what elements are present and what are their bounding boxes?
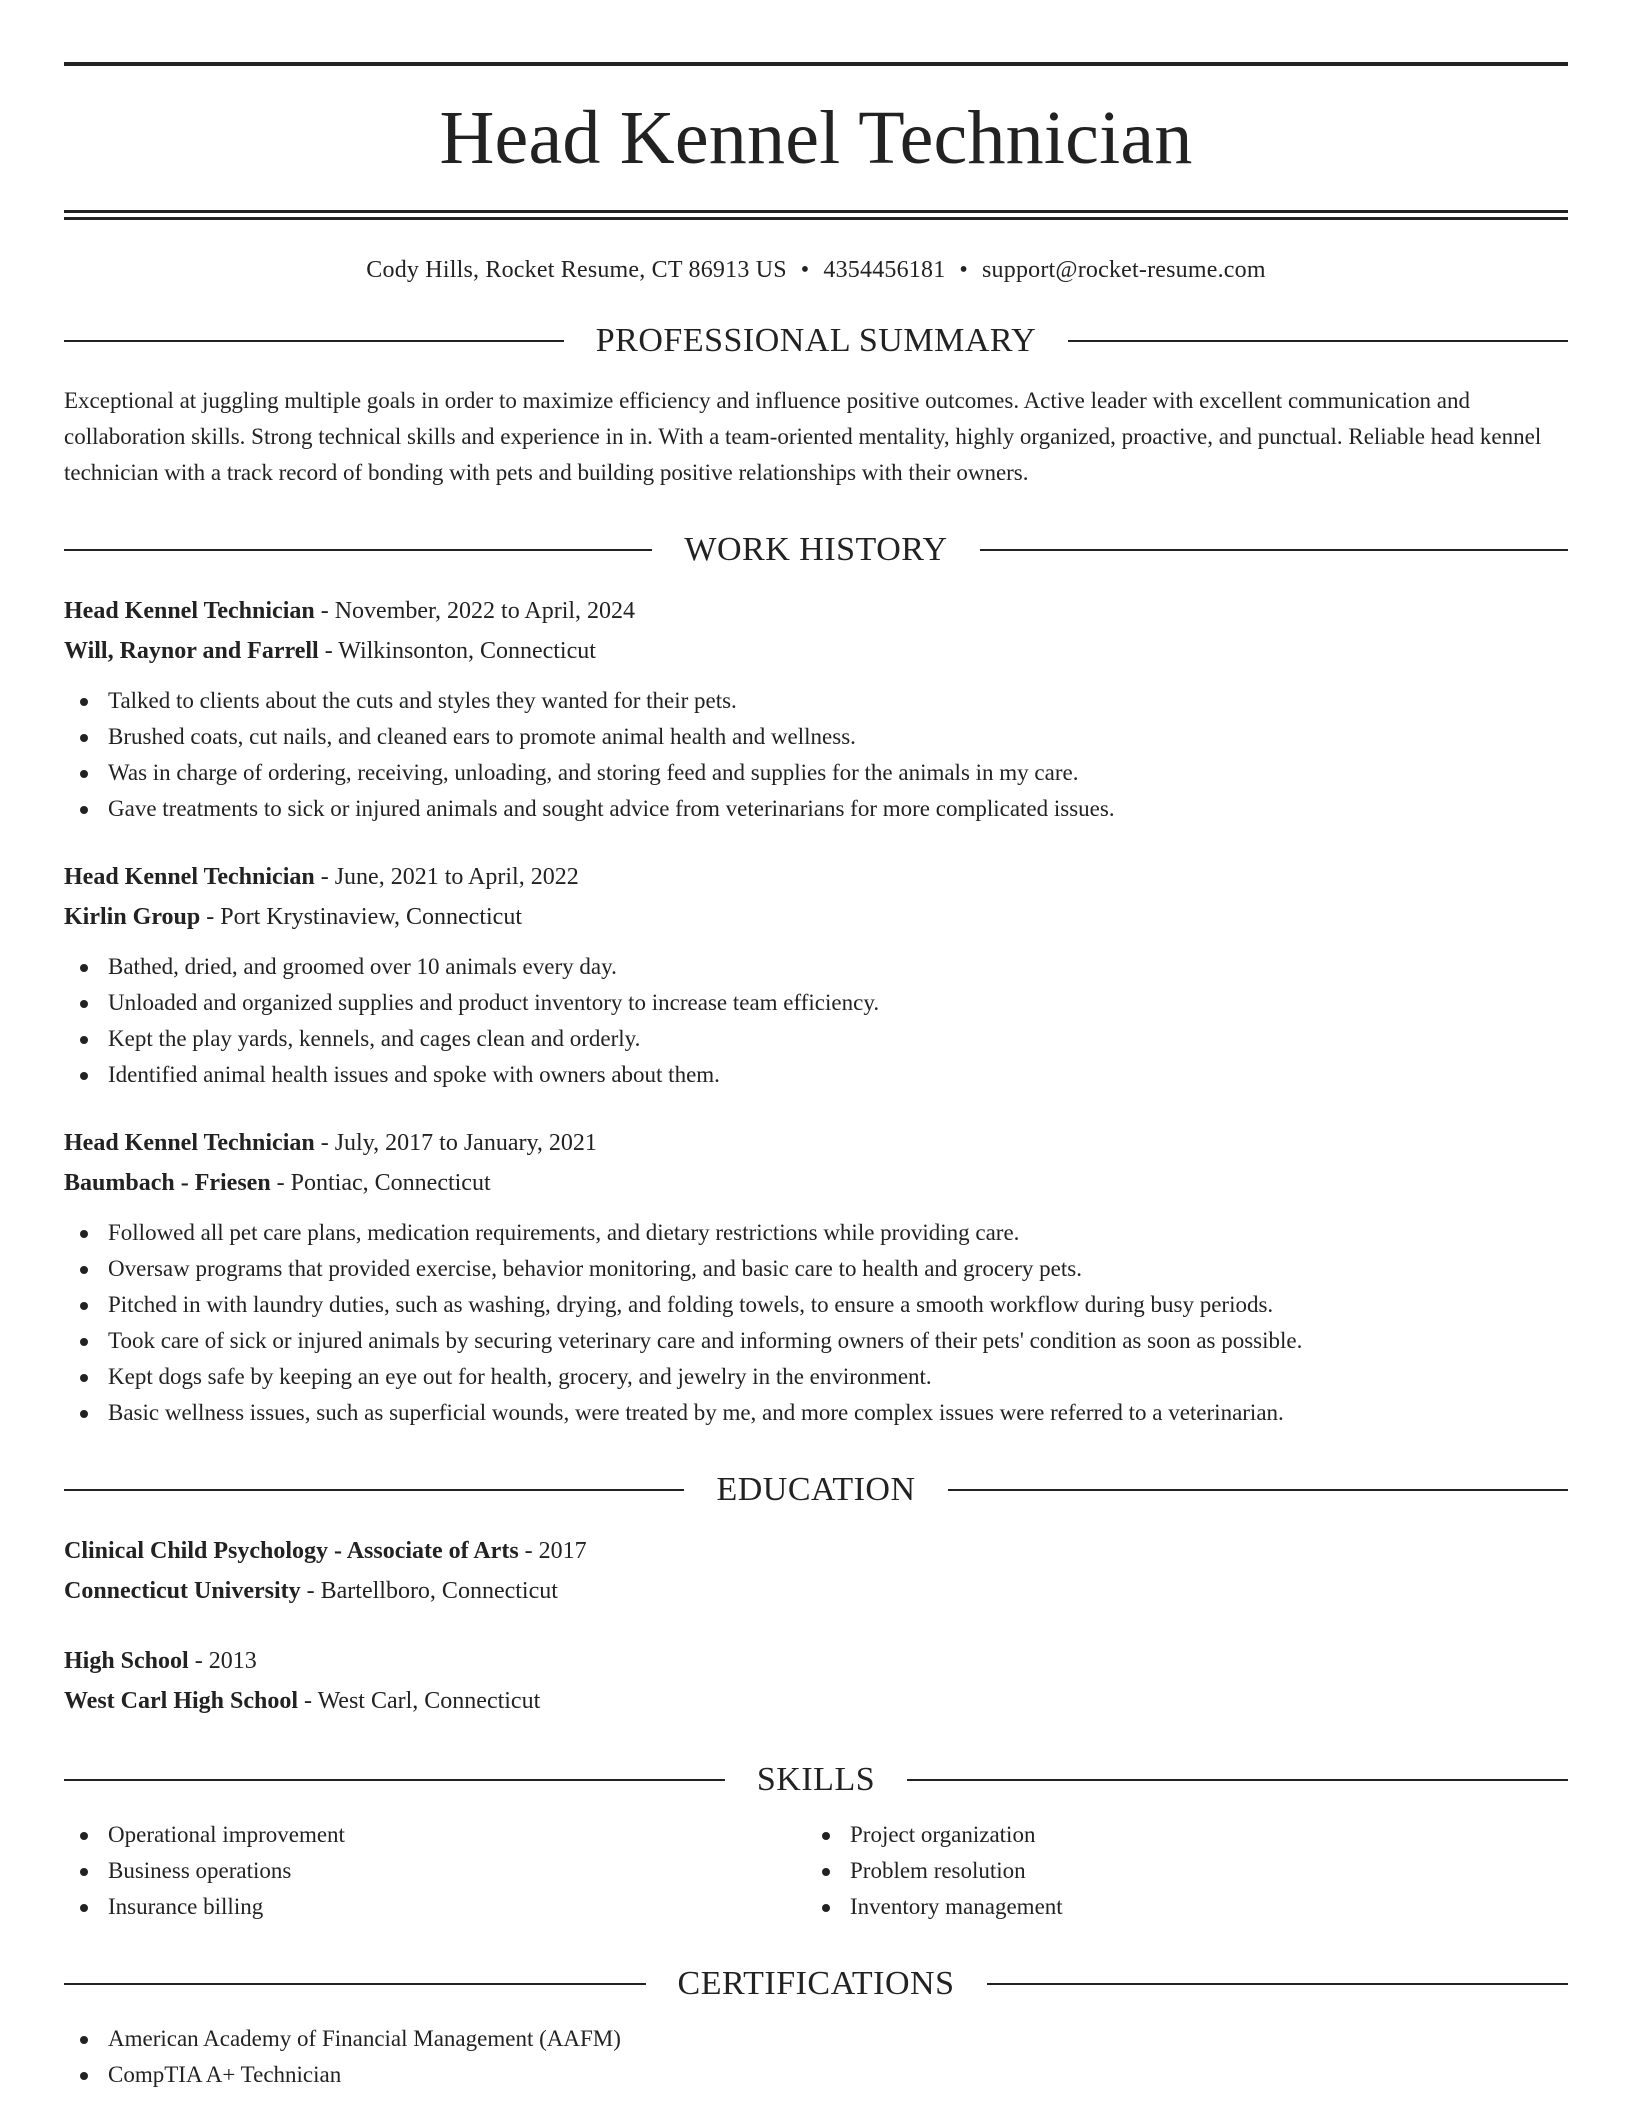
- school-line: [64, 1571, 1568, 1611]
- list-item: Followed all pet care plans, medication requirements, and dietary restrictions while providing care.: [64, 1215, 1568, 1251]
- job-location: - Port Krystinaview, Connecticut: [200, 904, 522, 930]
- work-heading: [64, 533, 1568, 567]
- degree-name: High School: [64, 1648, 189, 1674]
- list-item: Brushed coats, cut nails, and cleaned ears to promote animal health and wellness.: [64, 719, 1568, 755]
- degree-line: [64, 1531, 1568, 1571]
- list-item: Gave treatments to sick or injured animals and sought advice from veterinarians for more complicated issues.: [64, 791, 1568, 827]
- summary-heading: [64, 324, 1568, 358]
- list-item: Pitched in with laundry duties, such as washing, drying, and folding towels, to ensure a smooth workflow during busy periods.: [64, 1287, 1568, 1323]
- skill-item: Inventory management: [806, 1889, 1548, 1925]
- job-company-line: [64, 897, 1568, 937]
- heading-rule-left: [64, 1779, 725, 1781]
- job-entry: [64, 857, 1568, 1093]
- certification-item: American Academy of Financial Management (AAFM): [64, 2021, 1568, 2057]
- degree-year: - 2013: [188, 1648, 257, 1674]
- job-company-line: [64, 631, 1568, 671]
- heading-rule-left: [64, 1489, 684, 1491]
- list-item: Unloaded and organized supplies and product inventory to increase team efficiency.: [64, 985, 1568, 1021]
- school-line: [64, 1681, 1568, 1721]
- heading-rule-left: [64, 1983, 646, 1985]
- job-title-line: [64, 591, 1568, 631]
- list-item: Identified animal health issues and spoke with owners about them.: [64, 1057, 1568, 1093]
- list-item: Took care of sick or injured animals by securing veterinary care and informing owners of their pets' condition as soon as possible.: [64, 1323, 1568, 1359]
- list-item: Oversaw programs that provided exercise, behavior monitoring, and basic care to health and grocery pets.: [64, 1251, 1568, 1287]
- contact-email: support@rocket-resume.com: [982, 257, 1266, 283]
- contact-separator: •: [959, 257, 969, 283]
- school-location: - Bartellboro, Connecticut: [300, 1578, 558, 1604]
- heading-rule-right: [948, 1489, 1568, 1491]
- degree-name: Clinical Child Psychology - Associate of Arts: [64, 1538, 519, 1564]
- education-entry: [64, 1641, 1568, 1721]
- job-dates: - November, 2022 to April, 2024: [314, 598, 636, 624]
- job-entry: [64, 1123, 1568, 1431]
- list-item: Talked to clients about the cuts and styles they wanted for their pets.: [64, 683, 1568, 719]
- degree-year: - 2017: [518, 1538, 587, 1564]
- contact-phone: 4354456181: [823, 257, 946, 283]
- list-item: Basic wellness issues, such as superficial wounds, were treated by me, and more complex issues were referred to a veterinarian.: [64, 1395, 1568, 1431]
- contact-address: Cody Hills, Rocket Resume, CT 86913 US: [366, 257, 787, 283]
- list-item: Was in charge of ordering, receiving, unloading, and storing feed and supplies for the animals in my care.: [64, 755, 1568, 791]
- list-item: Kept dogs safe by keeping an eye out for health, grocery, and jewelry in the environment.: [64, 1359, 1568, 1395]
- heading-rule-left: [64, 340, 564, 342]
- skills-heading: [64, 1763, 1568, 1797]
- summary-text: Exceptional at juggling multiple goals in order to maximize efficiency and influence positive outcomes. Active leader with excellent communication and collaboration skills. Strong technical skills and experience in in. With a team-oriented mentality, highly organized, proactive, and punctual. Reliable head kennel technician with a track record of bonding with pets and building positive relationships with their owners.: [64, 388, 1542, 485]
- job-title: Head Kennel Technician: [64, 864, 315, 890]
- job-dates: - June, 2021 to April, 2022: [314, 864, 579, 890]
- list-item: Kept the play yards, kennels, and cages clean and orderly.: [64, 1021, 1568, 1057]
- skill-item: Operational improvement: [64, 1817, 806, 1853]
- section-title: PROFESSIONAL SUMMARY: [595, 322, 1037, 359]
- job-location: - Pontiac, Connecticut: [270, 1170, 491, 1196]
- job-title: Head Kennel Technician: [64, 1130, 315, 1156]
- job-bullets: [64, 683, 1568, 827]
- heading-rule-right: [907, 1779, 1568, 1781]
- skills-column-left: [64, 1817, 806, 1925]
- skill-item: Problem resolution: [806, 1853, 1548, 1889]
- list-item: Bathed, dried, and groomed over 10 animals every day.: [64, 949, 1568, 985]
- education-heading: [64, 1473, 1568, 1507]
- heading-rule-right: [1068, 340, 1568, 342]
- contact-separator: •: [800, 257, 810, 283]
- heading-rule-right: [980, 549, 1568, 551]
- section-title: SKILLS: [756, 1761, 876, 1798]
- skills-grid: [64, 1817, 1568, 1925]
- certifications-list: [64, 2021, 1568, 2093]
- school-location: - West Carl, Connecticut: [298, 1688, 541, 1714]
- job-dates: - July, 2017 to January, 2021: [314, 1130, 597, 1156]
- skills-column-right: [806, 1817, 1548, 1925]
- heading-rule-right: [987, 1983, 1569, 1985]
- section-title: EDUCATION: [716, 1471, 916, 1508]
- job-location: - Wilkinsonton, Connecticut: [318, 638, 596, 664]
- heading-rule-left: [64, 549, 652, 551]
- resume-title: Head Kennel Technician: [439, 96, 1193, 180]
- job-company: Will, Raynor and Farrell: [64, 638, 319, 664]
- job-company-line: [64, 1163, 1568, 1203]
- certifications-heading: [64, 1967, 1568, 2001]
- job-company: Kirlin Group: [64, 904, 201, 930]
- skill-item: Project organization: [806, 1817, 1548, 1853]
- job-bullets: [64, 949, 1568, 1093]
- section-title: CERTIFICATIONS: [677, 1965, 955, 2002]
- job-bullets: [64, 1215, 1568, 1431]
- resume-page: [64, 62, 1568, 2093]
- education-entry: [64, 1531, 1568, 1611]
- contact-line: [64, 220, 1568, 282]
- school-name: West Carl High School: [64, 1688, 299, 1714]
- certification-item: CompTIA A+ Technician: [64, 2057, 1568, 2093]
- skill-item: Insurance billing: [64, 1889, 806, 1925]
- double-rule: [64, 210, 1568, 220]
- school-name: Connecticut University: [64, 1578, 301, 1604]
- skill-item: Business operations: [64, 1853, 806, 1889]
- degree-line: [64, 1641, 1568, 1681]
- job-company: Baumbach - Friesen: [64, 1170, 271, 1196]
- job-entry: [64, 591, 1568, 827]
- job-title: Head Kennel Technician: [64, 598, 315, 624]
- job-title-line: [64, 1123, 1568, 1163]
- job-title-line: [64, 857, 1568, 897]
- section-title: WORK HISTORY: [684, 531, 948, 568]
